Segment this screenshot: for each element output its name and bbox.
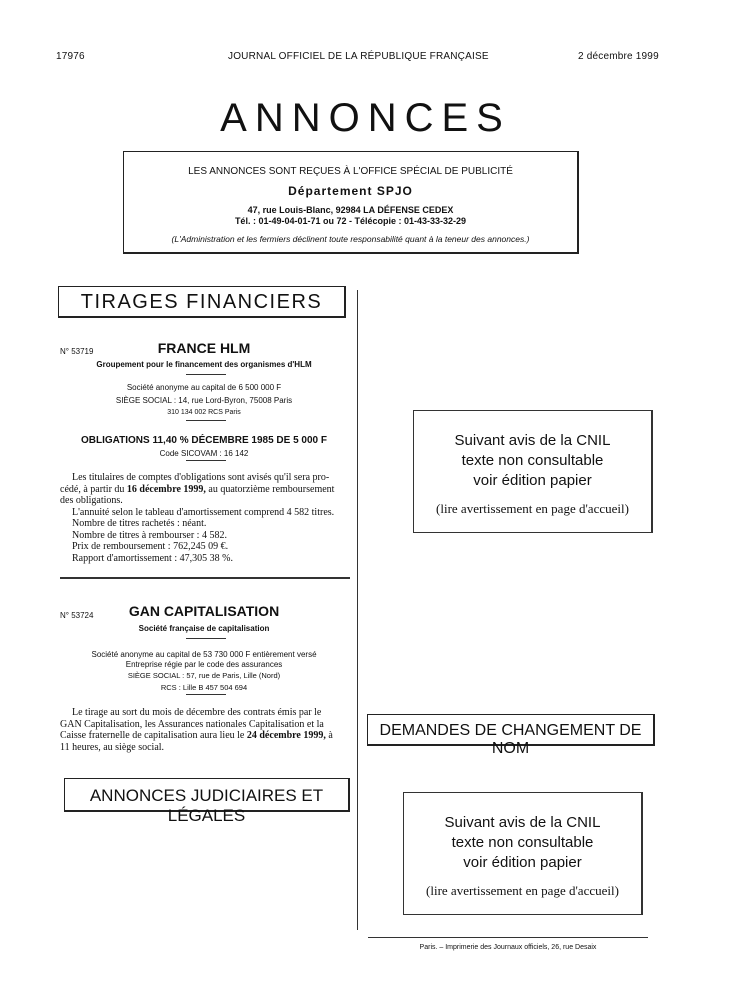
changement-heading: DEMANDES DE CHANGEMENT DE NOM [367, 714, 655, 746]
footer-rule [368, 937, 648, 938]
tirages-heading: TIRAGES FINANCIERS [58, 286, 346, 318]
body-line: Les titulaires de comptes d'obligations sont avisés qu'il sera pro- [72, 472, 330, 483]
divider [186, 638, 226, 639]
france-hlm-body [60, 472, 350, 564]
company-siege: SIÈGE SOCIAL : 14, rue Lord-Byron, 75008 Paris [115, 396, 293, 405]
obligations-title: OBLIGATIONS 11,40 % DÉCEMBRE 1985 DE 5 000 F [80, 435, 327, 446]
body-line: des obligations. [60, 495, 123, 506]
divider [186, 460, 226, 461]
gan-body [60, 707, 350, 753]
cnil-line: voir édition papier [473, 472, 592, 489]
department-name: Département SPJO [288, 184, 413, 198]
column-divider [357, 290, 358, 930]
footer-imprint: Paris. – Imprimerie des Journaux officiels, 26, rue Desaix [419, 944, 597, 951]
company-regie: Entreprise régie par le code des assurances [125, 660, 283, 669]
body-line: Le tirage au sort du mois de décembre des contrats émis par le [72, 707, 322, 718]
notice-line: LES ANNONCES SONT REÇUES À L'OFFICE SPÉCIAL DE PUBLICITÉ [188, 166, 513, 177]
judiciaires-heading: ANNONCES JUDICIAIRES ET LÉGALES [64, 778, 350, 812]
cnil-line: Suivant avis de la CNIL [454, 432, 611, 449]
body-line: Nombre de titres à rembourser : 4 582. [72, 529, 227, 541]
divider [186, 694, 226, 695]
company-name: FRANCE HLM [157, 340, 251, 356]
cnil-notice-box [413, 410, 653, 533]
company-capital: Société anonyme au capital de 6 500 000 F [126, 383, 282, 392]
office-address: 47, rue Louis-Blanc, 92984 LA DÉFENSE CEDEX [247, 205, 454, 215]
notice-box [123, 151, 579, 254]
body-line: GAN Capitalisation, les Assurances nationales Capitalisation et la [60, 718, 324, 730]
cnil-line: texte non consultable [451, 834, 594, 851]
cnil-notice-box [403, 792, 643, 915]
divider [186, 374, 226, 375]
page-number: 17976 [56, 51, 85, 62]
announcement-number: N° 53719 [60, 347, 94, 356]
body-line: Prix de remboursement : 762,245 09 €. [72, 541, 229, 552]
body-line: Caisse fraternelle de capitalisation aura lieu le 24 décembre 1999, à [60, 730, 333, 741]
body-line: 11 heures, au siège social. [60, 741, 165, 753]
disclaimer: (L'Administration et les fermiers déclinent toute responsabilité quant à la teneur des annonces.) [171, 234, 530, 244]
body-line: L'annuité selon le tableau d'amortissement comprend 4 582 titres. [72, 506, 335, 518]
divider [186, 420, 226, 421]
section-separator [60, 577, 350, 579]
office-phone: Tél. : 01-49-04-01-71 ou 72 - Télécopie : 01-43-33-32-29 [234, 216, 467, 226]
company-rcs: RCS : Lille B 457 504 694 [160, 683, 248, 692]
body-line: cédé, à partir du 16 décembre 1999, au quatorzième remboursement [60, 483, 335, 495]
cnil-note: (lire avertissement en page d'accueil) [426, 883, 619, 898]
company-capital: Société anonyme au capital de 53 730 000 F entièrement versé [91, 650, 317, 659]
company-subtitle: Société française de capitalisation [138, 624, 270, 633]
cnil-line: voir édition papier [463, 854, 582, 871]
journal-title: JOURNAL OFFICIEL DE LA RÉPUBLIQUE FRANÇAISE [228, 51, 489, 62]
company-siege: SIÈGE SOCIAL : 57, rue de Paris, Lille (Nord) [127, 671, 281, 680]
issue-date: 2 décembre 1999 [578, 51, 659, 62]
cnil-line: texte non consultable [461, 452, 604, 469]
company-subtitle: Groupement pour le financement des organismes d'HLM [96, 360, 312, 369]
cnil-note: (lire avertissement en page d'accueil) [436, 501, 629, 516]
company-name: GAN CAPITALISATION [128, 603, 280, 619]
company-rcs: 310 134 002 RCS Paris [167, 409, 241, 416]
cnil-line: Suivant avis de la CNIL [444, 814, 601, 831]
announcement-number: N° 53724 [60, 611, 94, 620]
body-line: Nombre de titres rachetés : néant. [72, 518, 207, 529]
body-line: Rapport d'amortissement : 47,305 38 %. [72, 552, 233, 564]
section-title: ANNONCES [220, 96, 511, 140]
sicovam-code: Code SICOVAM : 16 142 [159, 449, 249, 458]
